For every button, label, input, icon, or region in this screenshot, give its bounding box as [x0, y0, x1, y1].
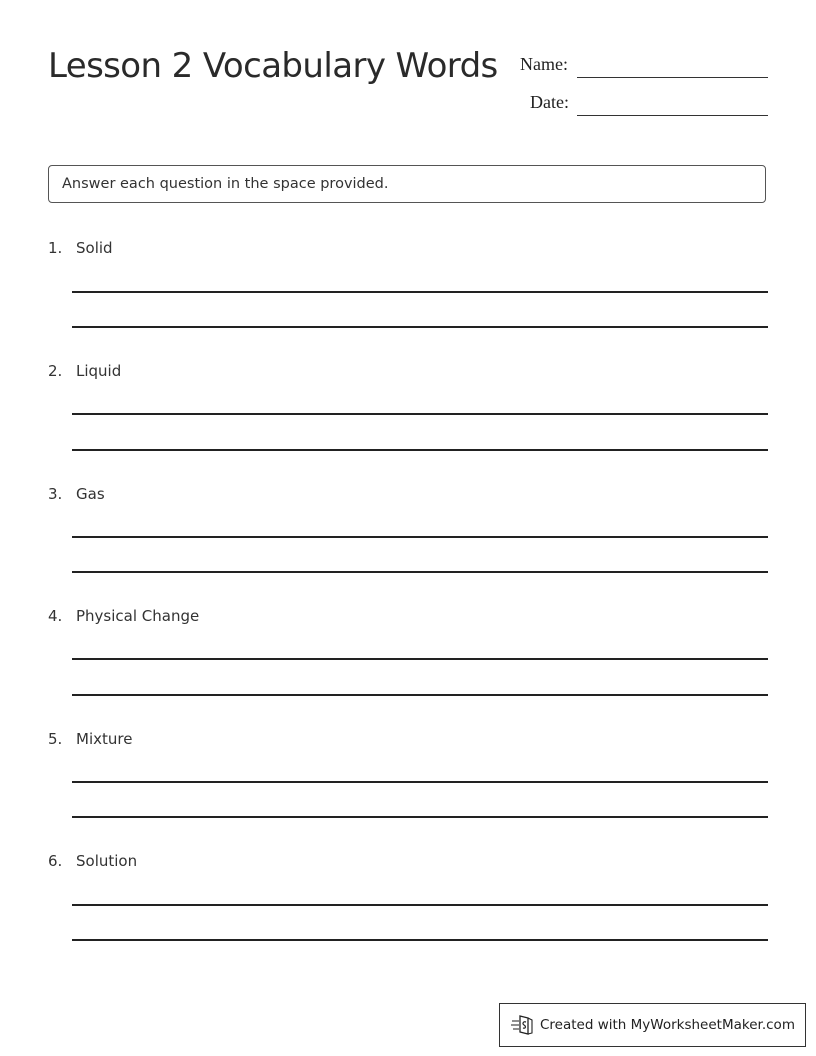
question-term: Solution — [76, 852, 138, 870]
question-item — [0, 852, 816, 962]
question-item — [0, 485, 816, 595]
worksheet-logo-icon — [511, 1015, 533, 1035]
question-number: 3. — [48, 485, 63, 503]
question-item — [0, 730, 816, 840]
answer-line[interactable] — [72, 781, 768, 783]
answer-line[interactable] — [72, 291, 768, 293]
answer-line[interactable] — [72, 904, 768, 906]
name-label: Name: — [520, 54, 568, 74]
question-number: 4. — [48, 607, 63, 625]
question-number: 5. — [48, 730, 63, 748]
answer-line[interactable] — [72, 571, 768, 573]
question-item — [0, 607, 816, 717]
instructions-text: Answer each question in the space provided. — [62, 176, 389, 192]
question-term: Liquid — [76, 362, 122, 380]
answer-line[interactable] — [72, 536, 768, 538]
question-number: 1. — [48, 239, 63, 257]
answer-line[interactable] — [72, 816, 768, 818]
answer-line[interactable] — [72, 694, 768, 696]
question-item — [0, 239, 816, 349]
answer-line[interactable] — [72, 449, 768, 451]
question-term: Gas — [76, 485, 105, 503]
question-term: Solid — [76, 239, 113, 257]
question-term: Physical Change — [76, 607, 200, 625]
footer-credit-box — [499, 1003, 806, 1047]
question-term: Mixture — [76, 730, 133, 748]
answer-line[interactable] — [72, 413, 768, 415]
answer-line[interactable] — [72, 658, 768, 660]
date-label: Date: — [530, 92, 569, 112]
footer-credit-text: Created with MyWorksheetMaker.com — [540, 1017, 795, 1033]
date-field[interactable] — [577, 115, 768, 116]
name-field[interactable] — [577, 77, 768, 78]
answer-line[interactable] — [72, 326, 768, 328]
answer-line[interactable] — [72, 939, 768, 941]
question-number: 6. — [48, 852, 63, 870]
question-number: 2. — [48, 362, 63, 380]
page-title: Lesson 2 Vocabulary Words — [48, 46, 498, 86]
instructions-box — [48, 165, 766, 203]
question-item — [0, 362, 816, 472]
